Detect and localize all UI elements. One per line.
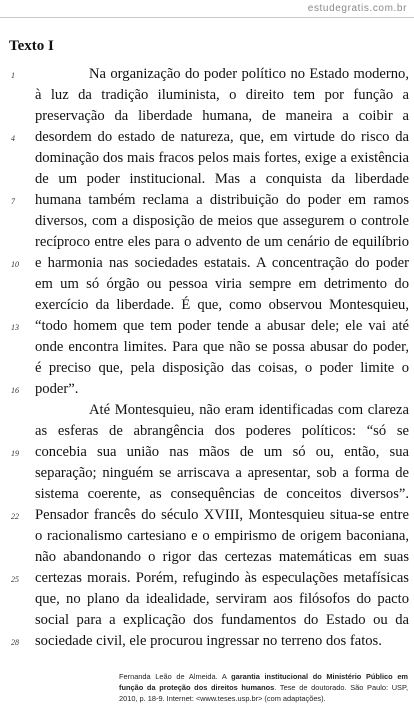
line-text: preservação da liberdade humana, de maneira a coibir a [35,108,409,124]
text-line [0,547,414,568]
line-number: 7 [11,197,15,206]
text-line [0,421,414,442]
text-line [0,400,414,421]
line-text: “todo homem que tem poder tende a abusar dele; ele vai até [35,318,409,334]
line-text: em um só órgão ou pessoa viria sempre em detrimento do [35,276,409,292]
line-text: poder”. [35,381,79,397]
line-text: as esferas de abrangência dos poderes políticos: “só se [35,423,409,439]
text-line [0,505,414,526]
text-line [0,463,414,484]
text-line [0,610,414,631]
header-divider [0,17,414,18]
line-text: humana também reclama a distribuição do poder em ramos [35,192,409,208]
line-number: 19 [11,449,19,458]
text-line [0,589,414,610]
line-text: que, no plano da idealidade, serviram aos filósofos do pacto [35,591,409,607]
line-text: diversos, com a disposição de meios que assegurem o controle [35,213,409,229]
text-line [0,568,414,589]
text-line [0,442,414,463]
line-text: é preciso que, pela disposição das coisas, o poder limite o [35,360,409,376]
document-title: Texto I [9,38,54,54]
line-text: Pensador francês do século XVIII, Montesquieu situa-se entre [35,507,409,523]
text-line [0,169,414,190]
text-line [0,274,414,295]
line-number: 1 [11,71,15,80]
line-text: recíproco entre eles para o advento de um cenário de equilíbrio [35,234,409,250]
line-text: exercício da liberdade. É que, como observou Montesquieu, [35,297,409,313]
line-text: onde encontra limites. Para que não se possa abusar do poder, [35,339,409,355]
line-text: desordem do estado de natureza, que, em virtude do risco da [35,129,409,145]
line-text: dominação dos mais fracos pelos mais fortes, exige a existência [35,150,409,166]
text-line [0,211,414,232]
citation-details: . Tese de doutorado. São Paulo: USP, 2010, p. 18-9. Internet: <www.teses.usp.br> (com adaptações). [119,683,409,703]
line-number: 22 [11,512,19,521]
citation [119,671,408,704]
text-body [0,64,414,652]
line-text: Até Montesquieu, não eram identificadas com clareza [89,402,409,418]
text-line [0,127,414,148]
text-line [0,106,414,127]
line-number: 16 [11,386,19,395]
text-line [0,337,414,358]
line-text: sistema coerente, as consequências de conceitos diversos”. [35,486,409,502]
line-text: não abandonando o rigor das certezas matemáticas em suas [35,549,409,565]
text-line [0,316,414,337]
text-line [0,85,414,106]
citation-author: Fernanda Leão de Almeida. A [119,672,232,681]
text-line [0,379,414,400]
text-line [0,148,414,169]
text-line [0,64,414,85]
line-text: sociedade civil, ele procurou ingressar no terreno dos fatos. [35,633,382,649]
site-watermark: estudegratis.com.br [307,3,407,14]
text-line [0,232,414,253]
line-text: de um poder institucional. Mas a conquista da liberdade [35,171,409,187]
line-number: 13 [11,323,19,332]
text-line [0,190,414,211]
line-text: à luz da tradição iluminista, o direito tem por função a [35,87,409,103]
line-text: social para a explicação dos fundamentos do Estado ou da [35,612,409,628]
text-line [0,526,414,547]
line-number: 10 [11,260,19,269]
line-number: 4 [11,134,15,143]
text-line [0,484,414,505]
text-line [0,295,414,316]
line-text: separação; ninguém se arriscava a apresentar, sob a forma de [35,465,409,481]
text-line [0,253,414,274]
line-number: 28 [11,638,19,647]
line-text: o racionalismo cartesiano e o empirismo de origem baconiana, [35,528,409,544]
text-line [0,631,414,652]
line-text: concebia sua união nas mãos de um só ou, então, sua [35,444,409,460]
line-text: Na organização do poder político no Estado moderno, [89,66,409,82]
text-line [0,358,414,379]
line-text: certezas morais. Porém, refugindo às especulações metafísicas [35,570,409,586]
citation-work-title: garantia institucional do Ministério Público em função da proteção dos direitos humanos [119,672,408,692]
line-text: e harmonia nas sociedades estatais. A concentração do poder [35,255,409,271]
line-number: 25 [11,575,19,584]
